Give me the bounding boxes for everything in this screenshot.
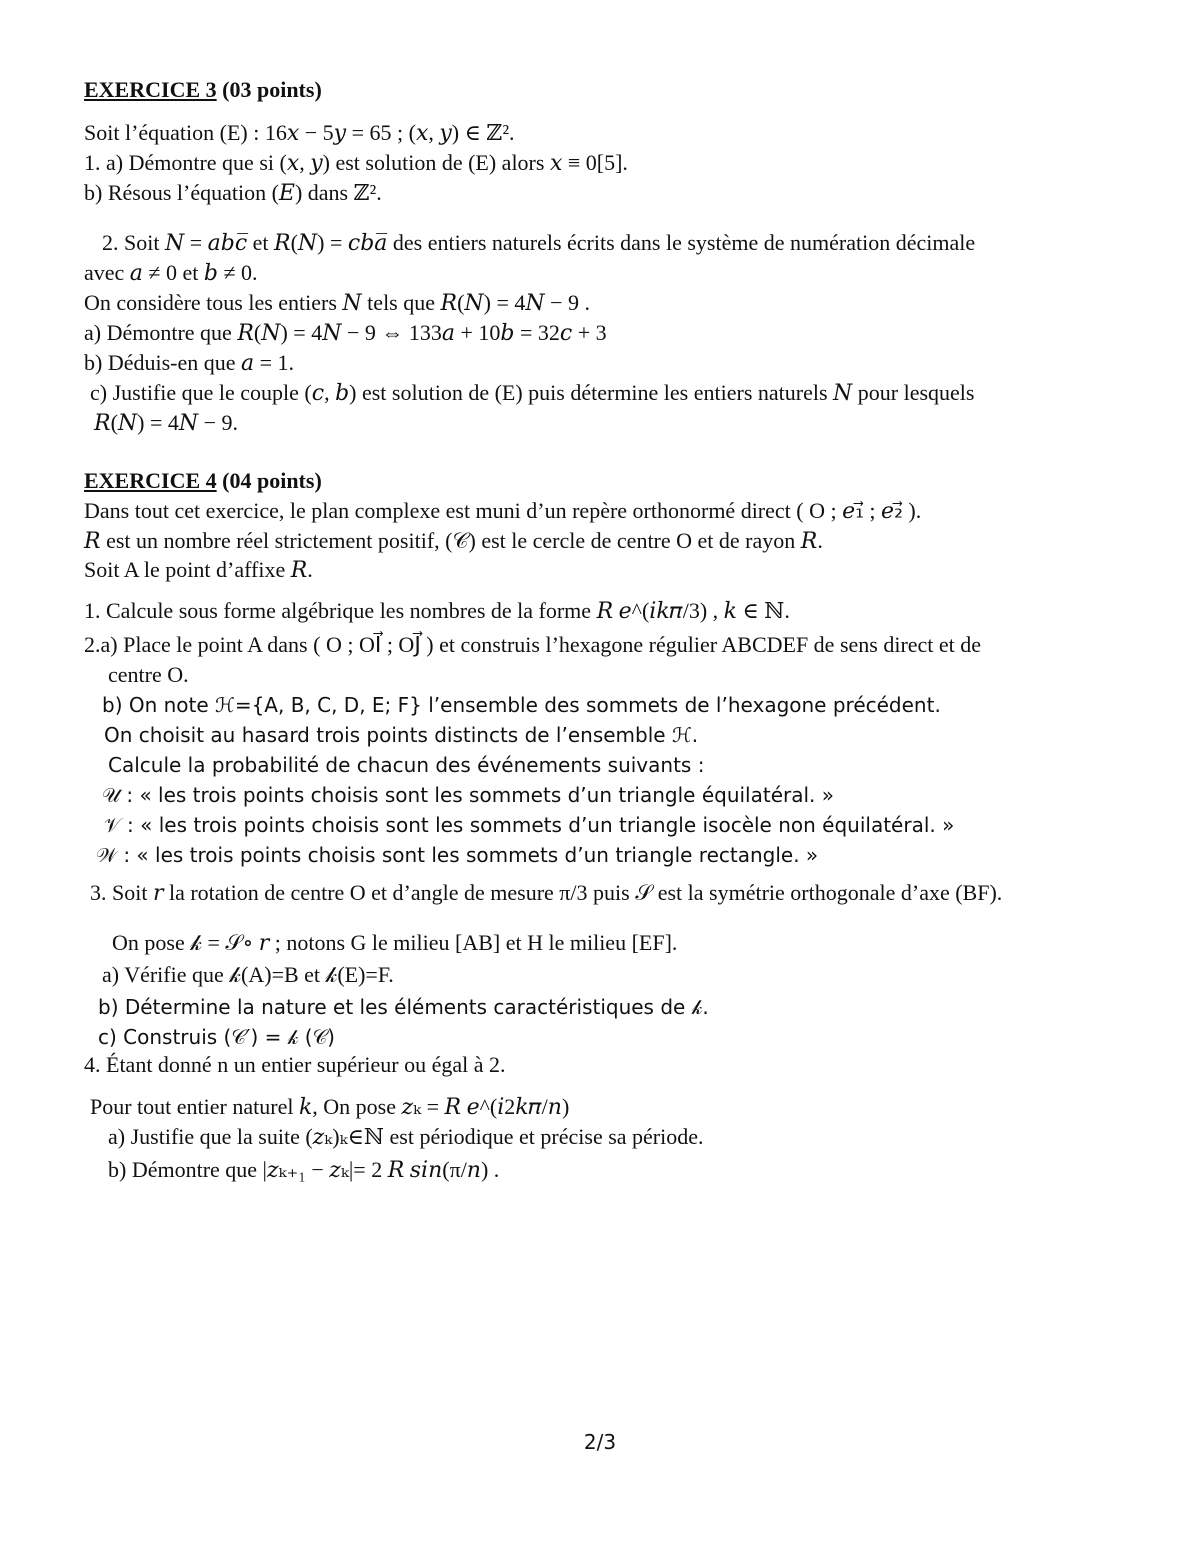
exercise3-q2c: c) Justifie que le couple (𝑐, 𝑏) est solution de (E) puis détermine les entiers naturels 𝑁 pour lesquels <box>90 380 975 405</box>
exercise4-event-v: 𝒱 : « les trois points choisis sont les sommets d’un triangle isocèle non équilatéral. » <box>104 813 955 837</box>
exercise4-number: EXERCICE 4 <box>84 468 217 493</box>
exercise4-q3a: a) Vérifie que 𝓀(A)=B et 𝓀(E)=F. <box>102 962 394 987</box>
exercise3-equation: Soit l’équation (E) : 16𝑥 − 5𝑦 = 65 ; (𝑥, 𝑦) ∈ ℤ². <box>84 120 515 145</box>
exercise4-q2a-cont: centre O. <box>108 662 189 687</box>
exercise4-q2b-set: b) On note ℋ={A, B, C, D, E; F} l’ensemble des sommets de l’hexagone précédent. <box>102 693 941 717</box>
exercise4-q3: 3. Soit 𝑟 la rotation de centre O et d’angle de mesure π/3 puis 𝒮 est la symétrie orthogonale d’axe (BF). <box>90 880 1003 905</box>
exercise4-event-u: 𝒰 : « les trois points choisis sont les sommets d’un triangle équilatéral. » <box>102 783 835 807</box>
exercise3-number: EXERCICE 3 <box>84 77 217 102</box>
exercise4-q4: 4. Étant donné n un entier supérieur ou égal à 2. <box>84 1052 506 1077</box>
exercise3-q2-cont: avec 𝑎 ≠ 0 et 𝑏 ≠ 0. <box>84 260 258 285</box>
exercise4-event-w: 𝒲 : « les trois points choisis sont les sommets d’un triangle rectangle. » <box>96 843 819 867</box>
exercise3-q2c-cont: 𝑅(𝑁) = 4𝑁 − 9. <box>94 410 239 435</box>
exercise4-q4a: a) Justifie que la suite (𝑧ₖ)ₖ∈ℕ est périodique et précise sa période. <box>108 1124 704 1149</box>
exercise4-intro-2: 𝑅 est un nombre réel strictement positif, (𝒞) est le cercle de centre O et de rayon 𝑅. <box>84 528 823 553</box>
exercise4-intro-1: Dans tout cet exercice, le plan complexe est muni d’un repère orthonormé direct ( O ; 𝑒₁⃗ ; 𝑒₂⃗ ). <box>84 498 922 523</box>
exercise4-q3-pose: On pose 𝓀 = 𝒮∘ 𝑟 ; notons G le milieu [AB] et H le milieu [EF]. <box>112 930 678 955</box>
exercise4-intro-3: Soit A le point d’affixe 𝑅. <box>84 557 313 582</box>
page-number: 2/3 <box>583 1430 617 1454</box>
exercise4-points: (04 points) <box>216 468 322 493</box>
exercise4-q4-pose: Pour tout entier naturel 𝑘, On pose 𝑧ₖ = 𝑅 𝑒^(𝑖2𝑘𝜋/𝑛) <box>90 1094 570 1119</box>
exercise3-points: (03 points) <box>216 77 322 102</box>
exercise3-q2-consider: On considère tous les entiers 𝑁 tels que 𝑅(𝑁) = 4𝑁 − 9 . <box>84 290 591 315</box>
exercise4-title <box>84 468 322 494</box>
exercise3-q1b: b) Résous l’équation (𝐸) dans ℤ². <box>84 180 382 205</box>
exercise4-q4b: b) Démontre que |𝑧ₖ₊₁ − 𝑧ₖ|= 2 𝑅 𝑠𝑖𝑛(π/𝑛) . <box>108 1157 500 1182</box>
exercise4-q2b-prob: Calcule la probabilité de chacun des événements suivants : <box>108 753 705 777</box>
exercise4-q2b-choice: On choisit au hasard trois points distincts de l’ensemble ℋ. <box>104 723 699 747</box>
exercise3-q2a: a) Démontre que 𝑅(𝑁) = 4𝑁 − 9 ⇔ 133𝑎 + 10𝑏 = 32𝑐 + 3 <box>84 320 607 345</box>
exercise4-q2a: 2.a) Place le point A dans ( O ; OI⃗ ; OJ⃗ ) et construis l’hexagone régulier ABCDEF de sens direct et de <box>84 632 982 657</box>
exercise3-q1a: 1. a) Démontre que si (𝑥, 𝑦) est solution de (E) alors 𝑥 ≡ 0[5]. <box>84 150 628 175</box>
exercise4-q3c: c) Construis (𝒞′) = 𝓀 (𝒞) <box>98 1025 335 1049</box>
exercise3-q2b: b) Déduis-en que 𝑎 = 1. <box>84 350 295 375</box>
exercise3-title <box>84 77 322 103</box>
exercise4-q3b: b) Détermine la nature et les éléments caractéristiques de 𝓀. <box>98 995 709 1019</box>
exercise3-q2: 2. Soit 𝑁 = 𝑎𝑏𝑐̅ et 𝑅(𝑁) = 𝑐𝑏𝑎̅ des entiers naturels écrits dans le système de numération décimale <box>102 230 976 255</box>
exercise4-q1: 1. Calcule sous forme algébrique les nombres de la forme 𝑅 𝑒^(𝑖𝑘𝜋/3) , 𝑘 ∈ ℕ. <box>84 598 790 623</box>
